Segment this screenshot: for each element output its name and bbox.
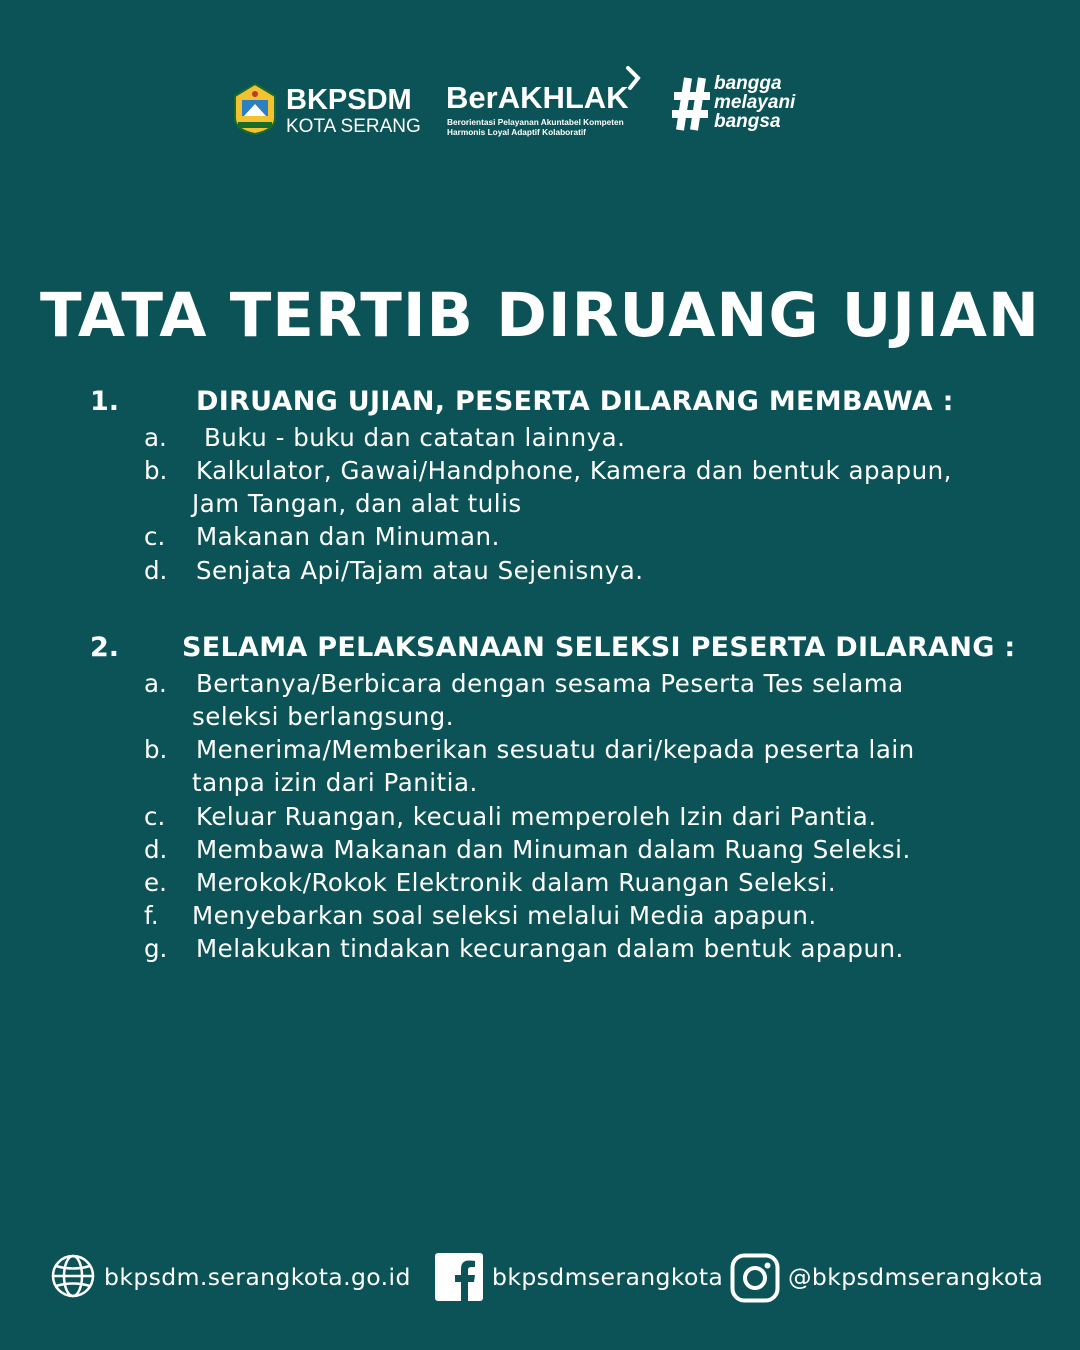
- logo-bar: [0, 60, 1080, 150]
- berakhlak-tagline-2: Harmonis Loyal Adaptif Kolaboratif: [447, 127, 586, 137]
- section-1-item-b-line-1: Kalkulator, Gawai/Handphone, Kamera dan bentuk apapun,: [196, 456, 952, 485]
- section-1-item-a-text: Buku - buku dan catatan lainnya.: [204, 423, 626, 452]
- bkpsdm-subtitle: KOTA SERANG: [286, 116, 421, 137]
- hashtag-icon: [672, 76, 712, 132]
- page-title: TATA TERTIB DIRUANG UJIAN: [40, 280, 1040, 351]
- berakhlak-tagline-1: Berorientasi Pelayanan Akuntabel Kompeten: [447, 117, 624, 127]
- facebook-link[interactable]: bkpsdmserangkota: [492, 1263, 724, 1291]
- section-2-item-b-letter: b.: [144, 735, 168, 764]
- section-2-item-a-letter: a.: [144, 669, 167, 698]
- section-2-item-a-line-2: seleksi berlangsung.: [192, 702, 455, 731]
- section-2-item-e-text: Merokok/Rokok Elektronik dalam Ruangan Seleksi.: [196, 868, 837, 897]
- facebook-icon: [435, 1253, 483, 1301]
- section-2-item-b-line-1: Menerima/Memberikan sesuatu dari/kepada peserta lain: [196, 735, 915, 764]
- section-1-item-d-text: Senjata Api/Tajam atau Sejenisnya.: [196, 556, 644, 585]
- website-link[interactable]: bkpsdm.serangkota.go.id: [104, 1263, 411, 1291]
- section-2-item-e-letter: e.: [144, 868, 167, 897]
- section-1-item-b-line-2: Jam Tangan, dan alat tulis: [192, 489, 522, 518]
- footer-contacts: [0, 1250, 1080, 1306]
- instagram-link[interactable]: @bkpsdmserangkota: [788, 1263, 1044, 1291]
- section-2-item-f-text: Menyebarkan soal seleksi melalui Media apapun.: [192, 901, 817, 930]
- section-1-number: 1.: [90, 386, 120, 417]
- section-1-item-b-letter: b.: [144, 456, 168, 485]
- section-1-item-a-letter: a.: [144, 423, 167, 452]
- section-2-item-c-letter: c.: [144, 802, 166, 831]
- section-1-item-c-text: Makanan dan Minuman.: [196, 522, 500, 551]
- bangga-melayani-bangsa-logo: [672, 74, 822, 136]
- bangga-word: bangga: [714, 73, 782, 94]
- section-2-item-g-text: Melakukan tindakan kecurangan dalam bentuk apapun.: [196, 934, 904, 963]
- section-1-heading: DIRUANG UJIAN, PESERTA DILARANG MEMBAWA :: [196, 386, 954, 417]
- berakhlak-logo: [446, 66, 646, 146]
- section-2-item-d-text: Membawa Makanan dan Minuman dalam Ruang Seleksi.: [196, 835, 911, 864]
- section-2-item-a-line-1: Bertanya/Berbicara dengan sesama Peserta Tes selama: [196, 669, 904, 698]
- berakhlak-name: BerAKHLAK: [446, 80, 629, 115]
- section-1-item-c-letter: c.: [144, 522, 166, 551]
- bangsa-word: bangsa: [714, 111, 781, 132]
- section-2-item-d-letter: d.: [144, 835, 168, 864]
- globe-icon: [50, 1253, 96, 1299]
- bkpsdm-name: BKPSDM: [286, 84, 412, 116]
- section-2-item-b-line-2: tanpa izin dari Panitia.: [192, 768, 478, 797]
- kota-serang-emblem-icon: [230, 82, 280, 136]
- section-2-item-f-letter: f.: [144, 901, 159, 930]
- section-2-item-c-text: Keluar Ruangan, kecuali memperoleh Izin dari Pantia.: [196, 802, 877, 831]
- section-2-heading: SELAMA PELAKSANAAN SELEKSI PESERTA DILARANG :: [182, 632, 1016, 663]
- melayani-word: melayani: [714, 92, 796, 113]
- section-1-item-d-letter: d.: [144, 556, 168, 585]
- chevron-mark-icon: [624, 66, 644, 92]
- section-2-number: 2.: [90, 632, 120, 663]
- instagram-icon: [730, 1253, 780, 1303]
- section-2-item-g-letter: g.: [144, 934, 168, 963]
